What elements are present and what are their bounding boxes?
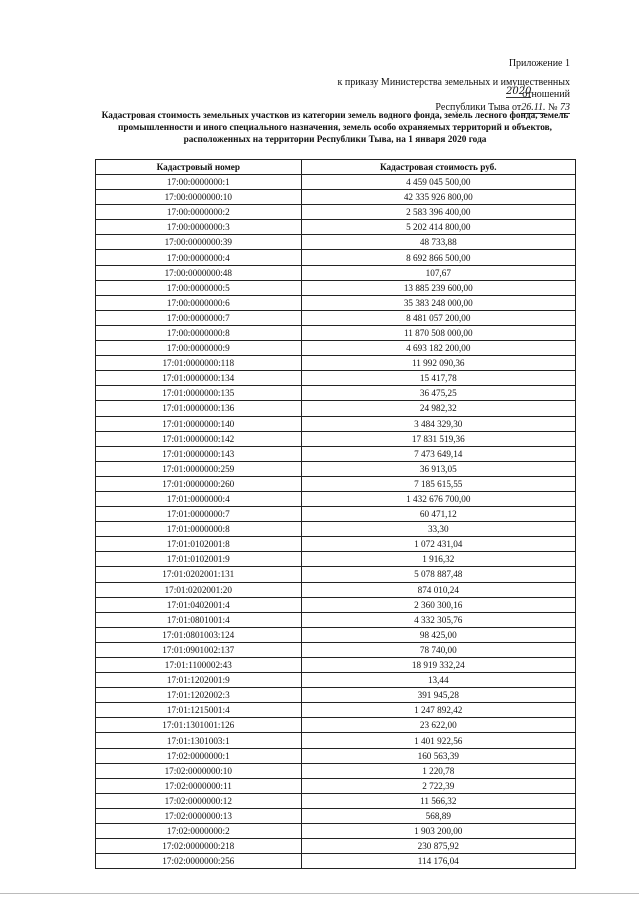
cadastral-number-cell: 17:01:0000000:118	[96, 356, 302, 371]
table-row	[96, 461, 576, 476]
document-title: Кадастровая стоимость земельных участков из категории земель водного фонда, земель лесного фонда, земель промышленности и иного специального назначения, земель особо охраняемых территорий и объектов, расположенных на территории Республики Тыва, на 1 января 2020 года	[101, 111, 569, 145]
cadastral-value-cell: 35 383 248 000,00	[301, 295, 575, 310]
cadastral-value-cell: 1 903 200,00	[301, 824, 575, 839]
cadastral-value-cell: 18 919 332,24	[301, 658, 575, 673]
cadastral-number-cell: 17:00:0000000:10	[96, 190, 302, 205]
order-number-prefix: №	[547, 101, 558, 113]
order-line-1: к приказу Министерства земельных и имущественных	[337, 76, 570, 88]
cadastral-value-cell: 2 583 396 400,00	[301, 205, 575, 220]
cadastral-value-cell: 78 740,00	[301, 642, 575, 657]
table-row	[96, 808, 576, 823]
cadastral-value-cell: 13 885 239 600,00	[301, 280, 575, 295]
cadastral-value-cell: 5 202 414 800,00	[301, 220, 575, 235]
column-header-cadastral-number: Кадастровый номер	[96, 160, 302, 175]
cadastral-value-cell: 24 982,32	[301, 401, 575, 416]
cadastral-number-cell: 17:00:0000000:2	[96, 205, 302, 220]
table-header-row	[96, 160, 576, 175]
table-row	[96, 401, 576, 416]
cadastral-number-cell: 17:01:0000000:142	[96, 431, 302, 446]
table-row	[96, 205, 576, 220]
cadastral-value-cell: 11 870 508 000,00	[301, 325, 575, 340]
table-row	[96, 491, 576, 506]
cadastral-value-cell: 1 916,32	[301, 552, 575, 567]
cadastral-number-cell: 17:02:0000000:256	[96, 854, 302, 869]
cadastral-number-cell: 17:02:0000000:11	[96, 778, 302, 793]
cadastral-value-cell: 23 622,00	[301, 718, 575, 733]
table-row	[96, 733, 576, 748]
order-line-2: отношений	[522, 89, 570, 100]
table-row	[96, 431, 576, 446]
table-row	[96, 356, 576, 371]
cadastral-number-cell: 17:01:0000000:8	[96, 522, 302, 537]
cadastral-value-cell: 1 432 676 700,00	[301, 491, 575, 506]
table-row	[96, 341, 576, 356]
cadastral-number-cell: 17:01:0102001:9	[96, 552, 302, 567]
table-row	[96, 748, 576, 763]
table-row	[96, 386, 576, 401]
cadastral-value-cell: 230 875,92	[301, 839, 575, 854]
cadastral-value-cell: 4 693 182 200,00	[301, 341, 575, 356]
cadastral-number-cell: 17:01:0801003:124	[96, 627, 302, 642]
cadastral-value-cell: 4 332 305,76	[301, 612, 575, 627]
cadastral-value-cell: 1 220,78	[301, 763, 575, 778]
cadastral-number-cell: 17:01:0402001:4	[96, 597, 302, 612]
cadastral-number-cell: 17:00:0000000:9	[96, 341, 302, 356]
table-row	[96, 703, 576, 718]
table-row	[96, 235, 576, 250]
cadastral-value-cell: 17 831 519,36	[301, 431, 575, 446]
cadastral-value-cell: 874 010,24	[301, 582, 575, 597]
cadastral-value-cell: 568,89	[301, 808, 575, 823]
cadastral-number-cell: 17:00:0000000:3	[96, 220, 302, 235]
cadastral-number-cell: 17:01:1215001:4	[96, 703, 302, 718]
table-row	[96, 220, 576, 235]
cadastral-number-cell: 17:00:0000000:8	[96, 325, 302, 340]
cadastral-number-cell: 17:01:0000000:143	[96, 446, 302, 461]
table-row	[96, 476, 576, 491]
table-row	[96, 839, 576, 854]
cadastral-number-cell: 17:00:0000000:1	[96, 175, 302, 190]
cadastral-value-cell: 11 566,32	[301, 793, 575, 808]
cadastral-number-cell: 17:01:1301003:1	[96, 733, 302, 748]
cadastral-number-cell: 17:01:0102001:8	[96, 537, 302, 552]
cadastral-number-cell: 17:02:0000000:1	[96, 748, 302, 763]
table-row	[96, 522, 576, 537]
table-row	[96, 280, 576, 295]
table-row	[96, 718, 576, 733]
cadastral-value-cell: 160 563,39	[301, 748, 575, 763]
appendix-header	[330, 58, 570, 114]
cadastral-number-cell: 17:00:0000000:48	[96, 265, 302, 280]
page-bottom-rule	[0, 893, 639, 894]
cadastral-value-cell: 36 475,25	[301, 386, 575, 401]
order-date-handwritten: 26.11.	[521, 101, 546, 113]
table-row	[96, 371, 576, 386]
cadastral-number-cell: 17:01:1301001:126	[96, 718, 302, 733]
table-row	[96, 537, 576, 552]
cadastral-number-cell: 17:01:0000000:259	[96, 461, 302, 476]
table-row	[96, 446, 576, 461]
cadastral-number-cell: 17:02:0000000:2	[96, 824, 302, 839]
table-row	[96, 416, 576, 431]
table-row	[96, 597, 576, 612]
cadastral-value-cell: 98 425,00	[301, 627, 575, 642]
table-row	[96, 175, 576, 190]
cadastral-number-cell: 17:01:0000000:260	[96, 476, 302, 491]
cadastral-number-cell: 17:02:0000000:10	[96, 763, 302, 778]
table-row	[96, 265, 576, 280]
table-row	[96, 612, 576, 627]
cadastral-number-cell: 17:00:0000000:6	[96, 295, 302, 310]
appendix-label: Приложение 1	[508, 58, 570, 69]
cadastral-value-cell: 391 945,28	[301, 688, 575, 703]
table-row	[96, 793, 576, 808]
table-row	[96, 310, 576, 325]
cadastral-number-cell: 17:02:0000000:218	[96, 839, 302, 854]
cadastral-value-cell: 60 471,12	[301, 507, 575, 522]
table-row	[96, 642, 576, 657]
cadastral-value-cell: 114 176,04	[301, 854, 575, 869]
table-row	[96, 190, 576, 205]
cadastral-value-cell: 33,30	[301, 522, 575, 537]
order-line-3-prefix: Республики Тыва от	[435, 101, 522, 113]
cadastral-value-cell: 36 913,05	[301, 461, 575, 476]
cadastral-value-cell: 15 417,78	[301, 371, 575, 386]
table-row	[96, 854, 576, 869]
table-row	[96, 627, 576, 642]
cadastral-value-cell: 107,67	[301, 265, 575, 280]
table-row	[96, 552, 576, 567]
cadastral-number-cell: 17:01:0000000:4	[96, 491, 302, 506]
cadastral-value-cell: 1 401 922,56	[301, 733, 575, 748]
order-year-handwritten: 2020	[506, 86, 532, 97]
cadastral-number-cell: 17:01:0801001:4	[96, 612, 302, 627]
cadastral-number-cell: 17:01:0901002:137	[96, 642, 302, 657]
cadastral-number-cell: 17:01:1202002:3	[96, 688, 302, 703]
handwritten-year	[506, 86, 531, 97]
cadastral-value-cell: 11 992 090,36	[301, 356, 575, 371]
cadastral-number-cell: 17:01:0202001:131	[96, 567, 302, 582]
cadastral-number-cell: 17:01:0202001:20	[96, 582, 302, 597]
cadastral-value-cell: 13,44	[301, 673, 575, 688]
cadastral-number-cell: 17:02:0000000:13	[96, 808, 302, 823]
table-row	[96, 582, 576, 597]
table-row	[96, 824, 576, 839]
table-row	[96, 250, 576, 265]
table-row	[96, 325, 576, 340]
cadastral-value-cell: 42 335 926 800,00	[301, 190, 575, 205]
table-row	[96, 295, 576, 310]
column-header-cadastral-value: Кадастровая стоимость руб.	[301, 160, 575, 175]
cadastral-value-table	[95, 159, 576, 869]
cadastral-number-cell: 17:01:0000000:7	[96, 507, 302, 522]
cadastral-value-cell: 7 185 615,55	[301, 476, 575, 491]
cadastral-value-cell: 1 247 892,42	[301, 703, 575, 718]
cadastral-number-cell: 17:00:0000000:4	[96, 250, 302, 265]
table-row	[96, 778, 576, 793]
table-row	[96, 658, 576, 673]
cadastral-value-cell: 2 722,39	[301, 778, 575, 793]
table-row	[96, 688, 576, 703]
cadastral-number-cell: 17:00:0000000:39	[96, 235, 302, 250]
table-row	[96, 763, 576, 778]
order-number-handwritten: 73	[560, 101, 570, 113]
table-row	[96, 673, 576, 688]
cadastral-number-cell: 17:00:0000000:7	[96, 310, 302, 325]
cadastral-value-cell: 5 078 887,48	[301, 567, 575, 582]
cadastral-number-cell: 17:01:0000000:134	[96, 371, 302, 386]
cadastral-number-cell: 17:02:0000000:12	[96, 793, 302, 808]
cadastral-value-cell: 8 481 057 200,00	[301, 310, 575, 325]
cadastral-number-cell: 17:01:0000000:136	[96, 401, 302, 416]
cadastral-value-cell: 1 072 431,04	[301, 537, 575, 552]
cadastral-number-cell: 17:01:1202001:9	[96, 673, 302, 688]
cadastral-value-cell: 4 459 045 500,00	[301, 175, 575, 190]
cadastral-value-cell: 8 692 866 500,00	[301, 250, 575, 265]
cadastral-value-cell: 2 360 300,16	[301, 597, 575, 612]
cadastral-number-cell: 17:00:0000000:5	[96, 280, 302, 295]
cadastral-value-cell: 7 473 649,14	[301, 446, 575, 461]
table-row	[96, 507, 576, 522]
cadastral-number-cell: 17:01:0000000:140	[96, 416, 302, 431]
cadastral-value-cell: 3 484 329,30	[301, 416, 575, 431]
cadastral-number-cell: 17:01:0000000:135	[96, 386, 302, 401]
cadastral-value-cell: 48 733,88	[301, 235, 575, 250]
cadastral-number-cell: 17:01:1100002:43	[96, 658, 302, 673]
table-row	[96, 567, 576, 582]
